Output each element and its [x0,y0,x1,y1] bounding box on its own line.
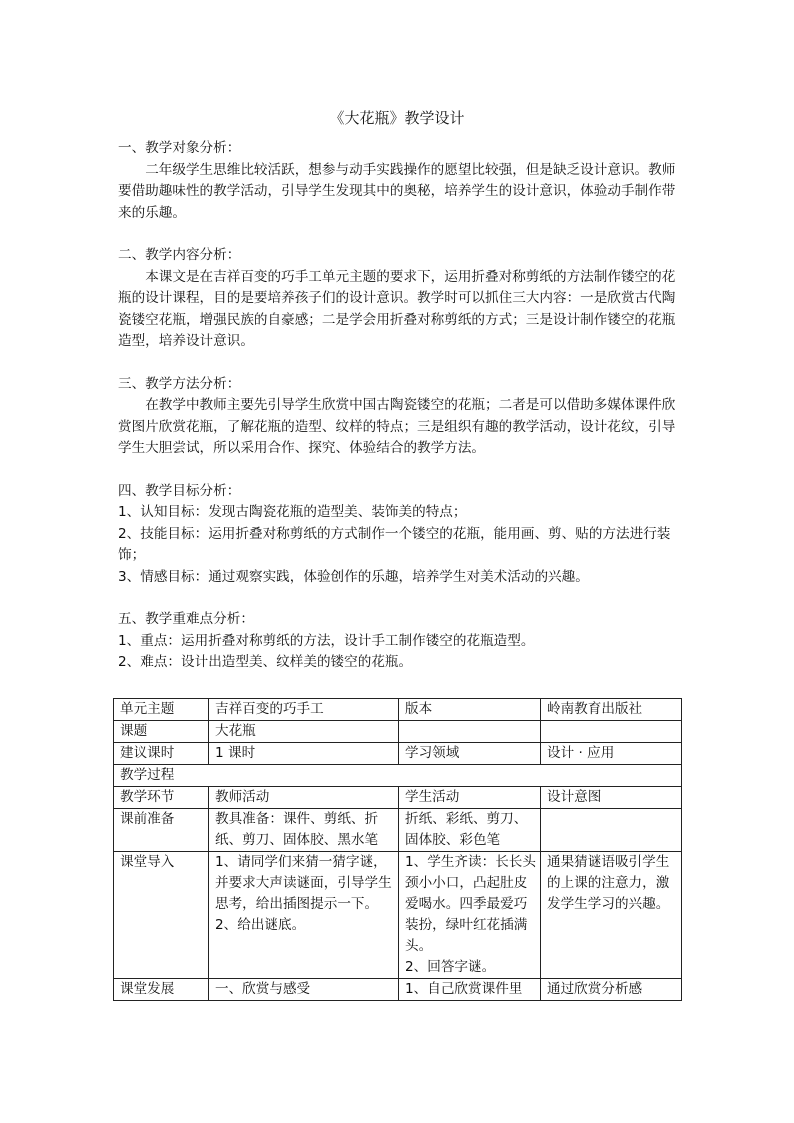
table-cell: 教具准备：课件、剪纸、折纸、剪刀、固体胶、黑水笔 [209,809,399,852]
table-cell [541,809,682,852]
table-cell: 1 课时 [209,743,399,765]
table-row [114,852,682,979]
table-cell: 单元主题 [114,699,209,721]
table-cell: 建议课时 [114,743,209,765]
table-cell: 教学环节 [114,787,209,809]
table-row [114,743,682,765]
list-item: 1、认知目标：发现古陶瓷花瓶的造型美、装饰美的特点； [118,504,467,520]
paragraph: 本课文是在吉祥百变的巧手工单元主题的要求下，运用折叠对称剪纸的方法制作镂空的花瓶的设计课程，目的是要培养孩子们的设计意识。教学时可以抓住三大内容：一是欣赏古代陶瓷镂空花瓶，增强民族的自豪感；二是学会用折叠对称剪纸的方式；三是设计制作镂空的花瓶造型，培养设计意识。 [118,268,676,349]
table-cell: 折纸、彩纸、剪刀、固体胶、彩色笔 [399,809,541,852]
table-cell: 吉祥百变的巧手工 [209,699,399,721]
table-cell: 教学过程 [114,765,682,787]
table-row [114,699,682,721]
list-item: 3、情感目标：通过观察实践，体验创作的乐趣，培养学生对美术活动的兴趣。 [118,568,589,585]
table-cell: 1、自己欣赏课件里 [399,979,541,1001]
table-cell: 课前准备 [114,809,209,852]
table-cell [399,721,541,743]
section-heading: 四、教学目标分析： [118,482,241,499]
list-item: 1、重点：运用折叠对称剪纸的方法，设计手工制作镂空的花瓶造型。 [118,632,535,649]
table-row [114,809,682,852]
table-cell: 通过欣赏分析感 [541,979,682,1001]
table-row [114,787,682,809]
table-cell: 通果猜谜语吸引学生的上课的注意力，激发学生学习的兴趣。 [541,852,682,979]
table-row [114,765,682,787]
table-cell: 版本 [399,699,541,721]
list-item: 2、难点：设计出造型美、纹样美的镂空的花瓶。 [118,654,413,670]
table-cell: 大花瓶 [209,721,399,743]
paragraph: 二年级学生思维比较活跃，想参与动手实践操作的愿望比较强，但是缺乏设计意识。教师要借助趣味性的教学活动，引导学生发现其中的奥秘，培养学生的设计意识，体验动手制作带来的乐趣。 [118,161,676,221]
table-cell: 1、学生齐读：长长头颈小小口，凸起肚皮爱喝水。四季最爱巧装扮，绿叶红花插满头。 2、回答字谜。 [399,852,541,979]
list-item: 2、技能目标：运用折叠对称剪纸的方式制作一个镂空的花瓶，能用画、剪、贴的方法进行装饰； [118,525,671,563]
paragraph: 在教学中教师主要先引导学生欣赏中国古陶瓷镂空的花瓶；二者是可以借助多媒体课件欣赏图片欣赏花瓶，了解花瓶的造型、纹样的特点；三是组织有趣的教学活动，设计花纹，引导学生大胆尝试，所以采用合作、探究、体验结合的教学方法。 [118,397,676,456]
table-cell: 岭南教育出版社 [541,699,682,721]
table-cell: 1、请同学们来猜一猜字谜，并要求大声读谜面，引导学生思考，给出插图提示一下。 2、给出谜底。 [209,852,399,979]
table-cell: 课题 [114,721,209,743]
table-cell: 课堂发展 [114,979,209,1001]
table-cell: 一、欣赏与感受 [209,979,399,1001]
section-heading: 三、教学方法分析： [118,375,241,392]
document-title: 《大花瓶》教学设计 [329,109,465,127]
table-cell: 设计意图 [541,787,682,809]
table-cell: 设计 · 应用 [541,743,682,765]
document-body [118,138,678,674]
section-heading: 五、教学重难点分析： [118,611,254,627]
table-cell: 课堂导入 [114,852,209,979]
section-heading: 一、教学对象分析： [118,140,241,156]
section-heading: 二、教学内容分析： [118,247,241,263]
lesson-plan-table [113,698,682,1001]
table-row [114,979,682,1001]
table-cell: 学生活动 [399,787,541,809]
table-cell [541,721,682,743]
table-cell: 学习领域 [399,743,541,765]
table-row [114,721,682,743]
table-cell: 教师活动 [209,787,399,809]
